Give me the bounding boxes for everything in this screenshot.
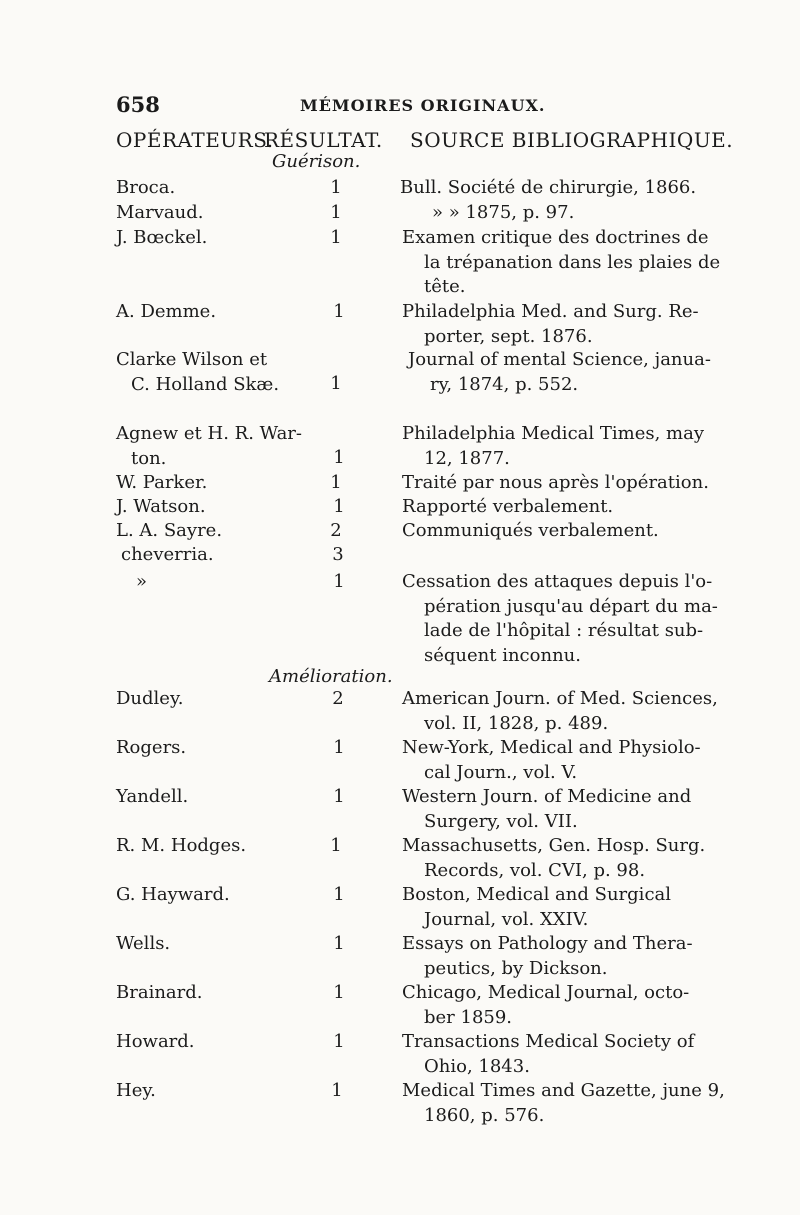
bibliographic-source: Transactions Medical Society of — [402, 1031, 695, 1052]
operator-name: Howard. — [116, 1031, 195, 1052]
result-count: 1 — [333, 447, 345, 468]
result-count: 1 — [330, 472, 342, 493]
bibliographic-source: Boston, Medical and Surgical — [402, 884, 672, 905]
operator-name: » — [136, 571, 148, 592]
bibliographic-source: peutics, by Dickson. — [424, 957, 608, 979]
result-count: 1 — [330, 227, 342, 248]
operator-name: J. Watson. — [116, 496, 206, 517]
bibliographic-source: vol. II, 1828, p. 489. — [424, 712, 609, 734]
operator-name: ton. — [131, 447, 167, 469]
operator-name: G. Hayward. — [116, 884, 230, 905]
bibliographic-source: Bull. Société de chirurgie, 1866. — [400, 177, 697, 198]
operator-name: R. M. Hodges. — [116, 835, 247, 856]
result-count: 3 — [332, 544, 344, 565]
operator-name: W. Parker. — [116, 472, 208, 493]
bibliographic-source: Essays on Pathology and Thera- — [402, 933, 693, 954]
operator-name: Clarke Wilson et — [116, 349, 268, 370]
operator-name: Marvaud. — [116, 202, 204, 223]
bibliographic-source: ber 1859. — [424, 1006, 513, 1028]
section-label-guerison: Guérison. — [272, 151, 361, 172]
bibliographic-source: Philadelphia Med. and Surg. Re- — [402, 301, 699, 322]
bibliographic-source: Medical Times and Gazette, june 9, — [402, 1080, 725, 1101]
result-count: 2 — [332, 688, 344, 709]
operator-name: Yandell. — [116, 786, 189, 807]
operator-name: J. Bœckel. — [116, 227, 208, 248]
result-count: 1 — [333, 884, 345, 905]
bibliographic-source: Philadelphia Medical Times, may — [402, 423, 704, 444]
result-count: 1 — [330, 202, 342, 223]
bibliographic-source: pération jusqu'au départ du ma- — [424, 595, 718, 617]
result-count: 1 — [331, 1080, 343, 1101]
section-label-amelioration: Amélioration. — [269, 666, 393, 687]
column-header-source: SOURCE BIBLIOGRAPHIQUE. — [410, 128, 734, 152]
bibliographic-source: ry, 1874, p. 552. — [430, 373, 579, 395]
result-count: 1 — [333, 933, 345, 954]
bibliographic-source: Communiqués verbalement. — [402, 520, 659, 541]
result-count: 2 — [330, 520, 342, 541]
bibliographic-source: Journal of mental Science, janua- — [408, 349, 711, 370]
result-count: 1 — [333, 571, 345, 592]
bibliographic-source: tête. — [424, 276, 466, 297]
bibliographic-source: Cessation des attaques depuis l'o- — [402, 571, 713, 592]
result-count: 1 — [330, 177, 342, 198]
column-header-resultat: RÉSULTAT. — [264, 128, 383, 152]
bibliographic-source: » » 1875, p. 97. — [432, 202, 575, 223]
bibliographic-source: porter, sept. 1876. — [424, 325, 593, 347]
operator-name: A. Demme. — [116, 301, 217, 322]
bibliographic-source: 12, 1877. — [424, 447, 510, 469]
bibliographic-source: American Journ. of Med. Sciences, — [402, 688, 718, 709]
bibliographic-source: New-York, Medical and Physiolo- — [402, 737, 701, 758]
operator-name: Broca. — [116, 177, 176, 198]
operator-name: Rogers. — [116, 737, 187, 758]
operator-name: L. A. Sayre. — [116, 520, 223, 541]
bibliographic-source: Massachusetts, Gen. Hosp. Surg. — [402, 835, 706, 856]
result-count: 1 — [333, 737, 345, 758]
result-count: 1 — [333, 1031, 345, 1052]
bibliographic-source: Records, vol. CVI, p. 98. — [424, 859, 646, 881]
bibliographic-source: Chicago, Medical Journal, octo- — [402, 982, 690, 1003]
running-head: MÉMOIRES ORIGINAUX. — [300, 96, 546, 115]
result-count: 1 — [330, 373, 342, 394]
result-count: 1 — [330, 835, 342, 856]
operator-name: Dudley. — [116, 688, 184, 709]
bibliographic-source: Rapporté verbalement. — [402, 496, 614, 517]
page-number: 658 — [116, 92, 160, 117]
bibliographic-source: Western Journ. of Medicine and — [402, 786, 692, 807]
result-count: 1 — [333, 982, 345, 1003]
bibliographic-source: cal Journ., vol. V. — [424, 761, 578, 783]
operator-name: Hey. — [116, 1080, 156, 1101]
operator-name: Wells. — [116, 933, 171, 954]
result-count: 1 — [333, 786, 345, 807]
column-header-operateurs: OPÉRATEURS. — [116, 128, 274, 152]
operator-name: Brainard. — [116, 982, 203, 1003]
result-count: 1 — [333, 301, 345, 322]
operator-name: cheverria. — [121, 544, 214, 565]
bibliographic-source: 1860, p. 576. — [424, 1104, 545, 1126]
bibliographic-source: Examen critique des doctrines de — [402, 227, 709, 248]
bibliographic-source: lade de l'hôpital : résultat sub- — [424, 620, 704, 641]
result-count: 1 — [333, 496, 345, 517]
bibliographic-source: la trépanation dans les plaies de — [424, 251, 721, 273]
bibliographic-source: Journal, vol. XXIV. — [424, 908, 589, 930]
bibliographic-source: Surgery, vol. VII. — [424, 810, 578, 832]
bibliographic-source: Traité par nous après l'opération. — [402, 472, 709, 493]
operator-name: Agnew et H. R. War- — [116, 423, 302, 444]
operator-name: C. Holland Skæ. — [131, 373, 280, 395]
bibliographic-source: Ohio, 1843. — [424, 1055, 530, 1077]
bibliographic-source: séquent inconnu. — [424, 644, 581, 666]
